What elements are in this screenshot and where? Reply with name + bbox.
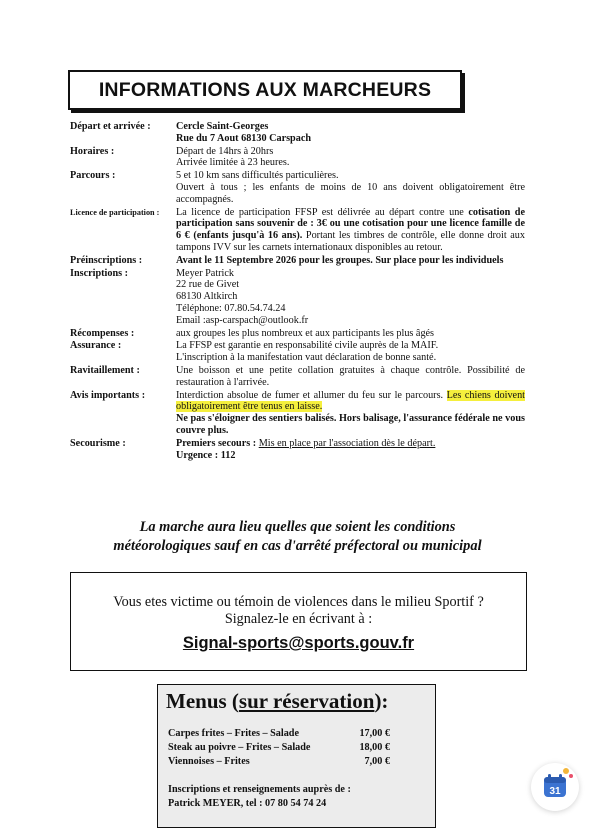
title-box — [68, 70, 462, 110]
inscriptions-name: Meyer Patrick — [176, 267, 234, 279]
row-assurance — [70, 340, 525, 364]
licence-bold: cotisation de participation sans souvenir de : 3€ ou une cotisation pour une licence famille de 6 € (enfants jusqu'à 16 ans). — [176, 206, 525, 242]
recompenses-text: aux groupes les plus nombreux et aux participants les plus âgés — [176, 327, 435, 339]
parcours-line1: 5 et 10 km sans difficultés particulières. — [176, 170, 339, 182]
avis-label: Avis importants : — [70, 389, 146, 401]
menu-title-suffix: ): — [374, 689, 389, 713]
menu-item-price: 18,00 € — [359, 742, 390, 753]
calendar-day: 31 — [549, 786, 561, 797]
ravitaillement-label: Ravitaillement : — [70, 364, 140, 376]
horaires-label: Horaires : — [70, 145, 115, 157]
signal-line2: Signalez-le en écrivant à : — [224, 611, 373, 627]
menu-item-name: Steak au poivre – Frites – Salade — [168, 742, 311, 753]
ravitaillement-text: Une boisson et une petite collation gratuites à chaque contrôle. Possibilité de restauration à l'arrivée. — [176, 364, 525, 388]
menu-title-underlined: sur réservation — [238, 689, 375, 713]
row-depart — [70, 121, 525, 145]
licence-text2: Portant les timbres de contrôle, elle donne droit aux tampons IVV sur les carnets internationaux disponibles au retour. — [176, 230, 525, 253]
row-inscriptions — [70, 268, 525, 327]
menu-item-price: 7,00 € — [364, 756, 390, 767]
avis-bold: Ne pas s'éloigner des sentiers balisés. Hors balisage, l'assurance fédérale ne vous couvre plus. — [176, 413, 525, 436]
depart-line1: Cercle Saint-Georges — [176, 121, 269, 132]
row-recompenses — [70, 328, 525, 340]
menu-contact — [168, 783, 351, 811]
signal-email-link[interactable]: Signal-sports@sports.gouv.fr — [182, 634, 415, 652]
horaires-line2: Arrivée limitée à 23 heures. — [176, 157, 290, 169]
weather-notice — [70, 518, 525, 556]
avis-text: Interdiction absolue de fumer et allumer du feu sur le parcours. — [176, 389, 447, 401]
calendar-icon — [531, 763, 579, 811]
menu-title — [166, 689, 388, 714]
notice-line2: météorologiques sauf en cas d'arrêté préfectoral ou municipal — [113, 538, 482, 554]
menu-item — [168, 727, 390, 741]
depart-label: Départ et arrivée : — [70, 121, 151, 132]
horaires-line1: Départ de 14hrs à 20hrs — [176, 145, 274, 157]
row-preinscriptions — [70, 255, 525, 267]
assurance-line2: L'inscription à la manifestation vaut déclaration de bonne santé. — [176, 352, 437, 364]
inscriptions-email: Email :asp-carspach@outlook.fr — [176, 314, 309, 326]
info-section — [70, 121, 525, 462]
menu-box — [157, 684, 436, 828]
calendar-widget-button[interactable] — [531, 763, 579, 811]
inscriptions-street: 22 rue de Givet — [176, 279, 240, 291]
inscriptions-city: 68130 Altkirch — [176, 291, 238, 303]
parcours-label: Parcours : — [70, 170, 116, 182]
secourisme-premiers-text: Mis en place par l'association dès le départ. — [258, 437, 436, 449]
menu-item-price: 17,00 € — [359, 728, 390, 739]
notice-line1: La marche aura lieu quelles que soient les conditions — [139, 519, 456, 535]
avis-highlight: Les chiens doivent obligatoirement être tenus en laisse. — [176, 389, 525, 413]
menu-item — [168, 755, 390, 769]
secourisme-urgence: Urgence : 112 — [176, 449, 236, 461]
licence-text1: La licence de participation FFSP est délivrée au départ contre une — [176, 206, 469, 218]
row-parcours — [70, 170, 525, 205]
row-horaires — [70, 146, 525, 170]
signal-line1: Vous etes victime ou témoin de violences dans le milieu Sportif ? — [113, 594, 484, 610]
menu-item-name: Carpes frites – Frites – Salade — [168, 728, 299, 739]
menu-item-name: Viennoises – Frites — [168, 756, 250, 767]
menu-contact-line2: Patrick MEYER, tel : 07 80 54 74 24 — [168, 798, 327, 809]
parcours-line2: Ouvert à tous ; les enfants de moins de 10 ans doivent obligatoirement être accompagnés. — [176, 181, 525, 205]
row-licence — [70, 207, 525, 254]
menu-items — [168, 727, 390, 769]
menu-contact-line1: Inscriptions et renseignements auprès de : — [168, 784, 351, 795]
preinscriptions-label: Préinscriptions : — [70, 254, 143, 266]
secourisme-label: Secourisme : — [70, 437, 126, 449]
depart-line2: Rue du 7 Aout 68130 Carspach — [176, 132, 312, 144]
row-avis — [70, 390, 525, 437]
assurance-label: Assurance : — [70, 340, 122, 352]
assurance-line1: La FFSP est garantie en responsabilité civile auprès de la MAIF. — [176, 340, 439, 352]
menu-item — [168, 741, 390, 755]
recompenses-label: Récompenses : — [70, 327, 135, 339]
row-secourisme — [70, 438, 525, 462]
menu-title-prefix: Menus ( — [166, 689, 239, 713]
inscriptions-label: Inscriptions : — [70, 267, 129, 279]
inscriptions-phone: Téléphone: 07.80.54.74.24 — [176, 302, 286, 314]
secourisme-premiers: Premiers secours : — [176, 437, 257, 449]
row-ravitaillement — [70, 365, 525, 389]
preinscriptions-text: Avant le 11 Septembre 2026 pour les groupes. Sur place pour les individuels — [176, 254, 504, 266]
licence-label: Licence de participation : — [70, 207, 160, 217]
page-title: INFORMATIONS AUX MARCHEURS — [98, 79, 432, 101]
signal-box — [70, 572, 527, 671]
